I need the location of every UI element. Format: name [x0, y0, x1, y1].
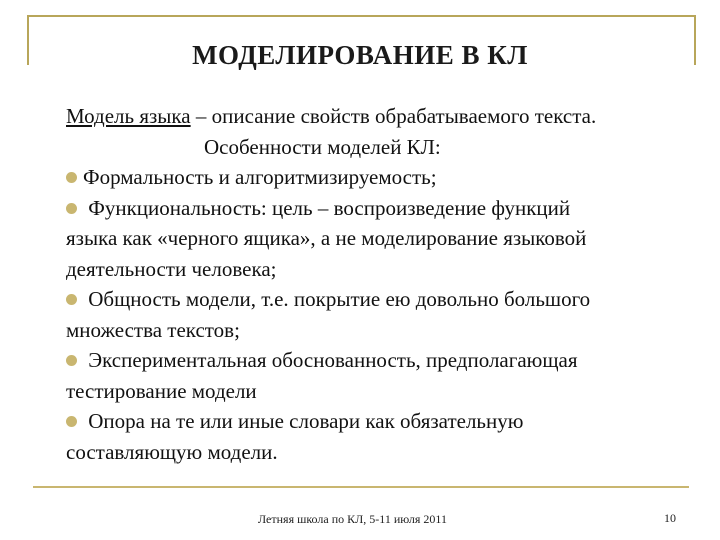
bullet-5-line-1: Опора на те или иные словари как обязательную [66, 406, 686, 437]
bullet-2-line-3: деятельности человека; [66, 256, 277, 281]
intro-line [66, 101, 686, 132]
footer-text: Летняя школа по КЛ, 5-11 июля 2011 [258, 512, 447, 526]
bullet-dot-icon [66, 416, 77, 427]
intro-term: Модель языка [66, 104, 191, 128]
page-number: 10 [664, 511, 676, 525]
bullet-5-line-2: составляющую модели. [66, 439, 278, 464]
bullet-3-line-1: Общность модели, т.е. покрытие ею довольно большого [66, 284, 686, 315]
bullet-1-line-1: Формальность и алгоритмизируемость; [66, 162, 686, 193]
slide-title: МОДЕЛИРОВАНИЕ В КЛ [192, 40, 528, 70]
bullet-4-line-2: тестирование модели [66, 378, 257, 403]
bullet-2-line-2: языка как «черного ящика», а не моделирование языковой [66, 226, 587, 250]
bullet-4-line-1: Экспериментальная обоснованность, предполагающая [66, 345, 686, 376]
bullet-dot-icon [66, 355, 77, 366]
bullet-3-line-2: множества текстов; [66, 317, 240, 342]
footer-divider [33, 486, 689, 488]
bullet-2-line-1: Функциональность: цель – воспроизведение функций [66, 193, 686, 224]
slide-body [66, 101, 686, 467]
intro-subheading: Особенности моделей КЛ: [204, 134, 441, 159]
intro-definition: – описание свойств обрабатываемого текста. [190, 104, 597, 128]
bullet-dot-icon [66, 203, 77, 214]
bullet-dot-icon [66, 294, 77, 305]
frame-top-line [27, 15, 696, 17]
bullet-dot-icon [66, 172, 77, 183]
